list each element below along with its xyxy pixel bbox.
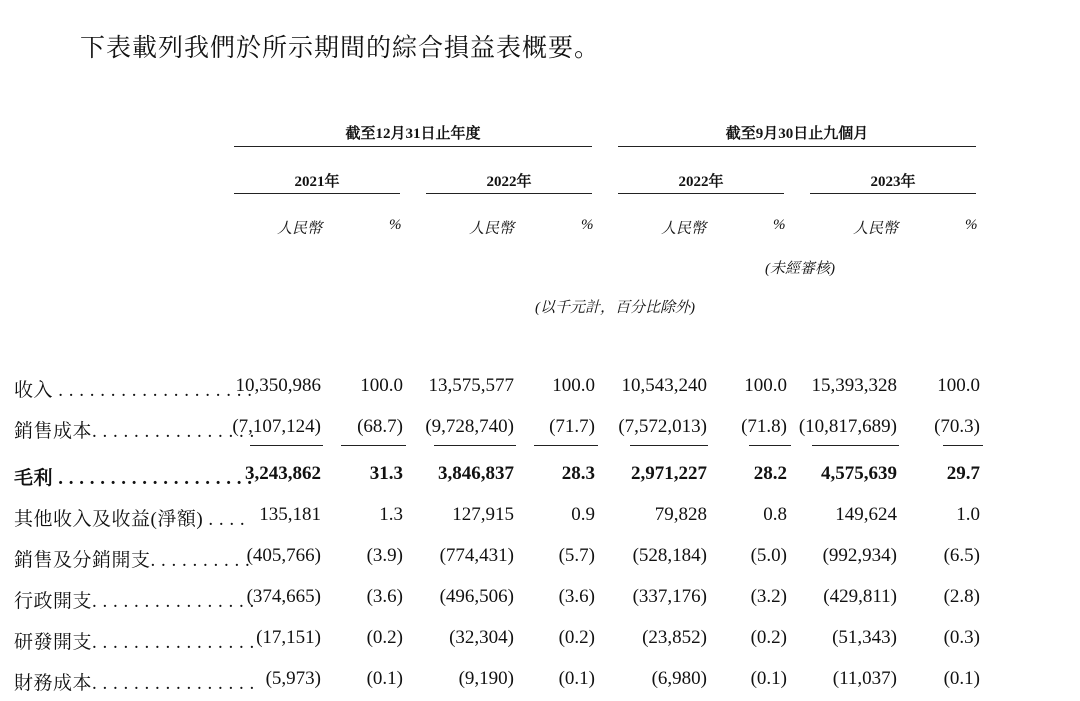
cell-pct-2023-nine: (0.1) — [943, 668, 980, 689]
cell-pct-2022-nine: (71.8) — [741, 416, 787, 437]
cell-pct-2022: (0.2) — [558, 627, 595, 648]
cell-rmb-2023-nine: (10,817,689) — [798, 416, 897, 437]
cell-rmb-2023-nine: 149,624 — [835, 504, 897, 525]
cell-pct-2022: (0.1) — [558, 668, 595, 689]
cell-rmb-2022-nine: (23,852) — [642, 627, 707, 648]
cell-rmb-2022: (32,304) — [449, 627, 514, 648]
row-label: 收入 . . . . . . . . . . . . . . . . . . . — [14, 380, 253, 401]
cell-rmb-2022: (774,431) — [439, 545, 514, 566]
subtotal-rule — [943, 445, 983, 446]
cell-rmb-2021: (405,766) — [246, 545, 321, 566]
cell-rmb-2022: 3,846,837 — [438, 463, 514, 484]
percent-label: % — [581, 217, 594, 233]
row-label: 銷售及分銷開支. . . . . . . . . . — [14, 550, 251, 571]
subtotal-rule — [630, 445, 708, 446]
cell-pct-2023-nine: 1.0 — [956, 504, 980, 525]
cell-pct-2022-nine: 28.2 — [753, 463, 787, 484]
cell-pct-2021: 1.3 — [379, 504, 403, 525]
period-nine-header: 截至9月30日止九個月 — [725, 126, 869, 142]
percent-label: % — [389, 217, 402, 233]
cell-rmb-2023-nine: 15,393,328 — [811, 375, 897, 396]
year-rule — [618, 193, 784, 194]
cell-rmb-2022: (9,190) — [458, 668, 514, 689]
unaudited-note: (未經審核) — [765, 261, 835, 277]
cell-pct-2023-nine: (2.8) — [943, 586, 980, 607]
cell-pct-2022-nine: 0.8 — [763, 504, 787, 525]
cell-rmb-2021: 10,350,986 — [235, 375, 321, 396]
cell-rmb-2021: (5,973) — [265, 668, 321, 689]
cell-rmb-2022: 13,575,577 — [428, 375, 514, 396]
currency-label: 人民幣 — [277, 221, 323, 237]
row-label: 銷售成本. . . . . . . . . . . . . . . . — [14, 421, 255, 442]
cell-rmb-2021: (7,107,124) — [232, 416, 321, 437]
subtotal-rule — [749, 445, 791, 446]
subtotal-rule — [812, 445, 899, 446]
cell-pct-2021: (0.2) — [366, 627, 403, 648]
period-year-header: 截至12月31日止年度 — [345, 126, 481, 142]
cell-rmb-2022-nine: 10,543,240 — [621, 375, 707, 396]
cell-pct-2021: 100.0 — [360, 375, 403, 396]
cell-pct-2022: (5.7) — [558, 545, 595, 566]
cell-pct-2022-nine: (5.0) — [750, 545, 787, 566]
year-rule — [810, 193, 976, 194]
currency-label: 人民幣 — [469, 221, 515, 237]
subtotal-rule — [341, 445, 406, 446]
cell-pct-2022: 28.3 — [561, 463, 595, 484]
row-label: 毛利 . . . . . . . . . . . . . . . . . . . — [14, 468, 253, 489]
row-label: 財務成本. . . . . . . . . . . . . . . . — [14, 673, 255, 694]
cell-pct-2022-nine: (0.1) — [750, 668, 787, 689]
subtotal-rule — [434, 445, 516, 446]
cell-rmb-2022-nine: 2,971,227 — [631, 463, 707, 484]
row-label: 研發開支. . . . . . . . . . . . . . . . — [14, 632, 255, 653]
cell-pct-2021: 31.3 — [369, 463, 403, 484]
year-header-2022: 2022年 — [486, 174, 532, 190]
currency-label: 人民幣 — [853, 221, 899, 237]
cell-pct-2023-nine: 100.0 — [937, 375, 980, 396]
cell-rmb-2023-nine: (51,343) — [832, 627, 897, 648]
cell-pct-2022: (71.7) — [549, 416, 595, 437]
cell-pct-2023-nine: (6.5) — [943, 545, 980, 566]
year-header-2022-nine: 2022年 — [678, 174, 724, 190]
cell-rmb-2023-nine: (429,811) — [823, 586, 897, 607]
cell-pct-2023-nine: 29.7 — [946, 463, 980, 484]
currency-label: 人民幣 — [661, 221, 707, 237]
year-rule — [426, 193, 592, 194]
cell-rmb-2021: 135,181 — [259, 504, 321, 525]
percent-label: % — [965, 217, 978, 233]
cell-rmb-2022-nine: 79,828 — [654, 504, 707, 525]
cell-rmb-2022: (496,506) — [439, 586, 514, 607]
percent-label: % — [773, 217, 786, 233]
cell-rmb-2022-nine: (528,184) — [632, 545, 707, 566]
cell-rmb-2022-nine: (6,980) — [651, 668, 707, 689]
cell-pct-2022: 0.9 — [571, 504, 595, 525]
cell-rmb-2023-nine: 4,575,639 — [821, 463, 897, 484]
cell-pct-2022-nine: 100.0 — [744, 375, 787, 396]
cell-rmb-2022-nine: (337,176) — [632, 586, 707, 607]
subtotal-rule — [250, 445, 323, 446]
year-header-2023-nine: 2023年 — [870, 174, 916, 190]
year-header-2021: 2021年 — [294, 174, 340, 190]
cell-pct-2023-nine: (0.3) — [943, 627, 980, 648]
cell-rmb-2021: 3,243,862 — [245, 463, 321, 484]
cell-pct-2022-nine: (3.2) — [750, 586, 787, 607]
intro-text: 下表載列我們於所示期間的綜合損益表概要。 — [80, 35, 601, 62]
cell-pct-2021: (3.9) — [366, 545, 403, 566]
units-note: (以千元計，百分比除外) — [535, 300, 695, 316]
subtotal-rule — [534, 445, 598, 446]
row-label: 其他收入及收益(淨額) . . . . — [14, 509, 246, 530]
period-year-rule — [234, 146, 592, 147]
cell-rmb-2021: (374,665) — [246, 586, 321, 607]
cell-pct-2023-nine: (70.3) — [934, 416, 980, 437]
period-nine-rule — [618, 146, 976, 147]
cell-rmb-2022-nine: (7,572,013) — [618, 416, 707, 437]
row-label: 行政開支. . . . . . . . . . . . . . . . — [14, 591, 255, 612]
cell-rmb-2022: (9,728,740) — [425, 416, 514, 437]
cell-rmb-2022: 127,915 — [452, 504, 514, 525]
cell-rmb-2021: (17,151) — [256, 627, 321, 648]
cell-pct-2021: (0.1) — [366, 668, 403, 689]
cell-pct-2022: 100.0 — [552, 375, 595, 396]
cell-pct-2022: (3.6) — [558, 586, 595, 607]
cell-pct-2021: (68.7) — [357, 416, 403, 437]
cell-rmb-2023-nine: (992,934) — [822, 545, 897, 566]
cell-pct-2021: (3.6) — [366, 586, 403, 607]
cell-pct-2022-nine: (0.2) — [750, 627, 787, 648]
cell-rmb-2023-nine: (11,037) — [832, 668, 897, 689]
year-rule — [234, 193, 400, 194]
